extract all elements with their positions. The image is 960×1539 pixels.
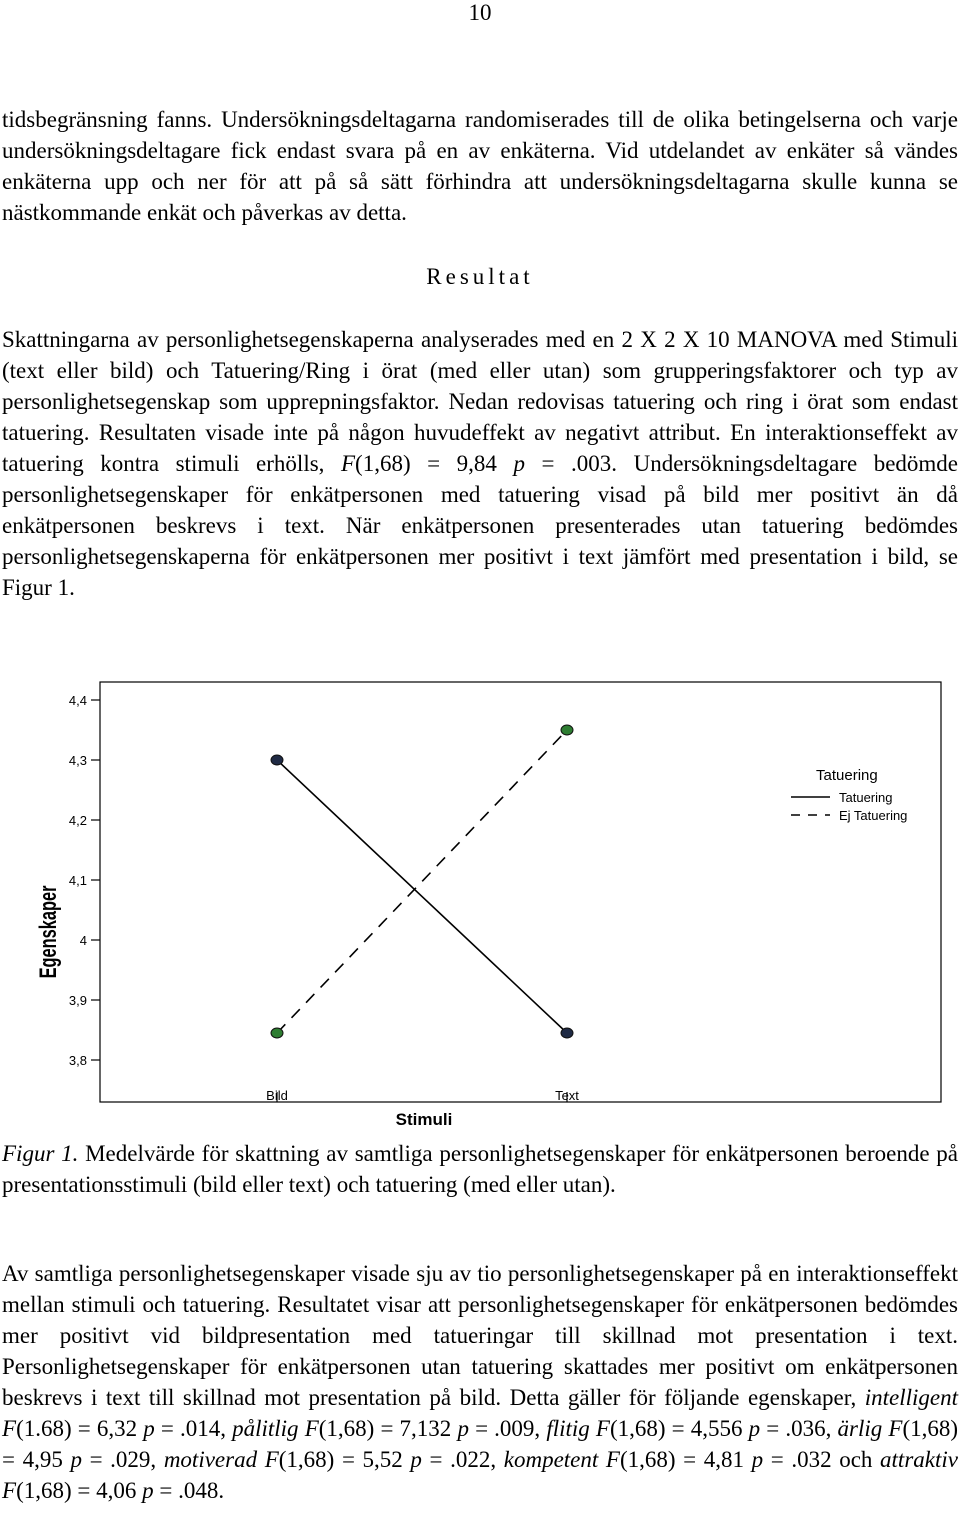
data-point: [271, 755, 283, 765]
stat-p: p: [751, 1447, 764, 1472]
stat-f: F: [264, 1447, 279, 1472]
intro-paragraph: [2, 104, 958, 228]
stat-df: (1,68) = 9,84: [355, 451, 514, 476]
legend-title: Tatuering: [816, 767, 878, 784]
caption-label: Figur 1.: [2, 1141, 79, 1166]
plot-area: [100, 682, 941, 1102]
stat-p: p: [143, 1416, 155, 1441]
trait-attraktiv: attraktiv: [880, 1447, 958, 1472]
data-point: [271, 1028, 283, 1038]
final-paragraph: [2, 1258, 958, 1506]
x-axis-title: Stimuli: [395, 1110, 453, 1129]
trait-arlig: ärlig: [837, 1416, 883, 1441]
results-text-1: Skattningarna av personlighetsegenskaperna analyserades med en 2 X 2 X 10 MANOVA med Stimuli (text eller bild) och Tatuering/Ring i örat (med eller utan) som grupperingsfaktorer och typ av personlighetsegenskap som upprepningsfaktor. Nedan redovisas tatuering och ring i örat som endast tatuering. Resultaten visade inte på någon huvudeffekt av negativt attribut. En interaktionseffekt av tatuering kontra stimuli erhölls,: [2, 327, 958, 476]
section-heading: Resultat: [426, 264, 534, 289]
stat-p-value: = .022,: [421, 1447, 504, 1472]
intro-text: tidsbegränsning fanns. Undersökningsdeltagarna randomiserades till de olika betingelserna och varje undersökningsdeltagare fick endast svara på en av enkäterna. Vid utdelandet av enkäter så vändes enkäterna upp och ner för att på så sätt förhindra att undersökningsdeltagarna skulle kunna se nästkommande enkät och påverkas av detta.: [2, 107, 958, 225]
stat-p-value: = .048.: [153, 1478, 225, 1503]
data-point: [561, 1028, 573, 1038]
y-axis: [69, 693, 100, 1068]
stat-p: p: [142, 1478, 154, 1503]
caption-text: Medelvärde för skattning av samtliga personlighetsegenskaper för enkätpersonen beroende på presentationsstimuli (bild eller text) och tatuering (med eller utan).: [2, 1141, 959, 1197]
stat-p-value: = .029,: [81, 1447, 164, 1472]
stat-df: (1,68) = 4,81: [619, 1447, 752, 1472]
y-tick-label: 3,9: [68, 993, 87, 1008]
legend-label-ej-tatuering: Ej Tatuering: [839, 808, 908, 823]
y-tick-label: 3,8: [68, 1053, 87, 1068]
y-tick-label: 4,2: [68, 813, 87, 828]
stat-p-value: = .036,: [760, 1416, 838, 1441]
stat-df: (1,68) = 4,95: [2, 1416, 959, 1472]
stat-p-value: = .009,: [468, 1416, 547, 1441]
trait-intelligent: intelligent: [864, 1385, 958, 1410]
stat-f: F: [605, 1447, 620, 1472]
trait-palitlig: pålitlig: [232, 1416, 299, 1441]
y-tick-label: 4,3: [68, 753, 87, 768]
x-tick-label: Bild: [266, 1088, 288, 1103]
y-axis-title: Egenskaper: [34, 885, 62, 979]
trait-kompetent: kompetent: [503, 1447, 599, 1472]
page-number: 10: [468, 0, 492, 25]
stat-f: F: [340, 451, 356, 476]
legend-label-tatuering: Tatuering: [839, 790, 893, 805]
y-tick-label: 4: [79, 933, 87, 948]
stat-p: p: [457, 1416, 469, 1441]
stat-p-value: = .032 och: [763, 1447, 881, 1472]
x-tick-label: Text: [555, 1088, 579, 1103]
results-text-2: = .003. Undersökningsdeltagare bedömde personlighetsegenskaper för enkätpersonen med tatuering visad på bild mer positivt än då enkätpersonen beskrevs i text. När enkätpersonen presenterades utan tatuering bedömdes personlighetsegenskaperna för enkätpersonen mer positivt i text jämfört med presentation i bild, se Figur 1.: [2, 451, 959, 600]
stat-f: F: [2, 1478, 17, 1503]
stat-p: p: [513, 451, 525, 476]
stat-df: (1.68) = 6,32: [16, 1416, 144, 1441]
figure-caption: [2, 1138, 958, 1200]
trait-motiverad: motiverad: [163, 1447, 258, 1472]
interaction-chart: [0, 670, 960, 1140]
stat-f: F: [304, 1416, 319, 1441]
stat-p: p: [70, 1447, 82, 1472]
data-point: [561, 725, 573, 735]
y-tick-label: 4,4: [68, 693, 87, 708]
stat-f: F: [595, 1416, 610, 1441]
stat-p-value: = .014,: [154, 1416, 233, 1441]
stat-p: p: [410, 1447, 422, 1472]
stat-df: (1,68) = 7,132: [318, 1416, 458, 1441]
stat-df: (1,68) = 4,06: [16, 1478, 143, 1503]
stat-p: p: [748, 1416, 761, 1441]
final-text-1: Av samtliga personlighetsegenskaper visade sju av tio personlighetsegenskaper på en interaktionseffekt mellan stimuli och tatuering. Resultatet visar att personlighetsegenskaper för enkätpersonen bedömdes mer positivt vid bildpresentation med tatueringar till skillnad mot presentation i text. Personlighetsegenskaper för enkätpersonen utan tatuering skattades mer positivt om enkätpersonen beskrevs i text till skillnad mot presentation på bild. Detta gäller för följande egenskaper,: [2, 1261, 958, 1410]
stat-df: (1,68) = 5,52: [278, 1447, 411, 1472]
y-tick-label: 4,1: [68, 873, 87, 888]
stat-df: (1,68) = 4,556: [609, 1416, 749, 1441]
results-paragraph: [2, 324, 958, 603]
stat-f: F: [888, 1416, 903, 1441]
stat-f: F: [2, 1416, 17, 1441]
trait-flitig: flitig: [546, 1416, 590, 1441]
